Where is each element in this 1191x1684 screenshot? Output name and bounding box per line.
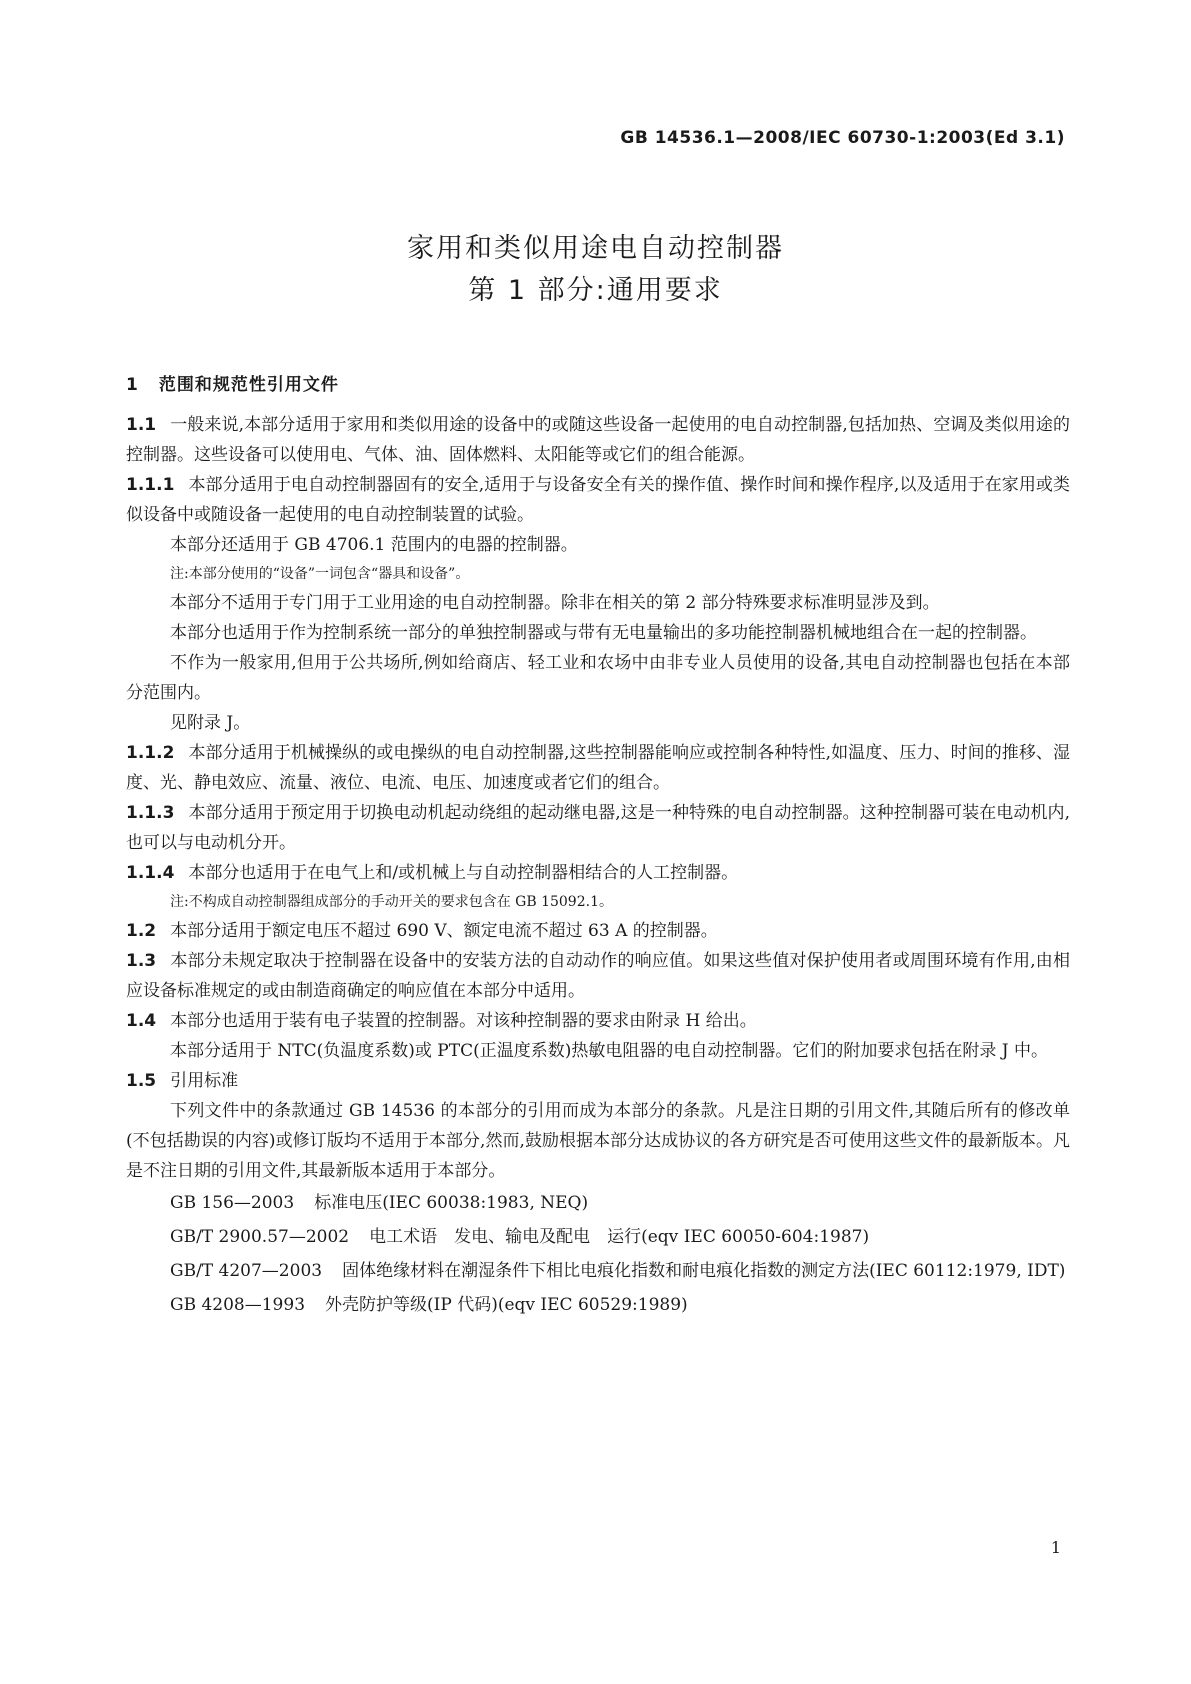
clause-number: 1.1.1	[126, 475, 175, 495]
title-line-1: 家用和类似用途电自动控制器	[407, 233, 784, 264]
clause-text: 一般来说,本部分适用于家用和类似用途的设备中的或随这些设备一起使用的电自动控制器,包括加热、空调及类似用途的控制器。这些设备可以使用电、气体、油、固体燃料、太阳能等或它们的组合能源。	[126, 415, 1070, 465]
clause-number: 1.1.4	[126, 863, 175, 883]
clause-number: 1.3	[126, 951, 157, 971]
reference-code: GB/T 4207—2003	[170, 1261, 323, 1281]
title-line-2: 第 1 部分:通用要求	[468, 275, 723, 306]
clause-1-1	[126, 410, 1070, 470]
standard-number-header: GB 14536.1—2008/IEC 60730-1:2003(Ed 3.1)	[620, 128, 1065, 148]
clause-number: 1.2	[126, 921, 157, 941]
clause-1-1-3	[126, 798, 1070, 858]
reference-item	[126, 1288, 1070, 1322]
reference-item	[126, 1220, 1070, 1254]
reference-item	[126, 1254, 1070, 1288]
reference-code: GB/T 2900.57—2002	[170, 1227, 350, 1247]
document-title	[0, 228, 1191, 312]
clause-text: 本部分适用于电自动控制器固有的安全,适用于与设备安全有关的操作值、操作时间和操作程序,以及适用于在家用或类似设备中或随设备一起使用的电自动控制装置的试验。	[126, 475, 1070, 525]
reference-code: GB 4208—1993	[170, 1295, 306, 1315]
reference-title: 电工术语 发电、输电及配电 运行(eqv IEC 60050-604:1987)	[369, 1227, 870, 1247]
clause-text: 本部分适用于预定用于切换电动机起动绕组的起动继电器,这是一种特殊的电自动控制器。这种控制器可装在电动机内,也可以与电动机分开。	[126, 803, 1070, 853]
clause-1-5	[126, 1066, 1070, 1096]
note-2: 注:不构成自动控制器组成部分的手动开关的要求包含在 GB 15092.1。	[170, 894, 613, 910]
page-number: 1	[1050, 1538, 1061, 1557]
clause-1-3	[126, 946, 1070, 1006]
clause-text: 本部分未规定取决于控制器在设备中的安装方法的自动动作的响应值。如果这些值对保护使用者或周围环境有作用,由相应设备标准规定的或由制造商确定的响应值在本部分中适用。	[126, 951, 1070, 1001]
clause-1-1-2	[126, 738, 1070, 798]
clause-number: 1.1.2	[126, 743, 175, 763]
paragraph-control-system: 本部分也适用于作为控制系统一部分的单独控制器或与带有无电量输出的多功能控制器机械地组合在一起的控制器。	[170, 623, 1037, 643]
paragraph-references-intro: 下列文件中的条款通过 GB 14536 的本部分的引用而成为本部分的条款。凡是注日期的引用文件,其随后所有的修改单(不包括勘误的内容)或修订版均不适用于本部分,然而,鼓励根据本部分达成协议的各方研究是否可使用这些文件的最新版本。凡是不注日期的引用文件,其最新版本适用于本部分。	[126, 1101, 1070, 1181]
section-heading	[126, 370, 339, 395]
section-title: 范围和规范性引用文件	[158, 375, 339, 395]
clause-number: 1.1	[126, 415, 157, 435]
paragraph-industrial: 本部分不适用于专门用于工业用途的电自动控制器。除非在相关的第 2 部分特殊要求标准明显涉及到。	[170, 593, 940, 613]
clause-number: 1.4	[126, 1011, 157, 1031]
paragraph-public-use: 不作为一般家用,但用于公共场所,例如给商店、轻工业和农场中由非专业人员使用的设备,其电自动控制器也包括在本部分范围内。	[126, 653, 1070, 703]
reference-code: GB 156—2003	[170, 1193, 295, 1213]
paragraph-annex-j: 见附录 J。	[170, 713, 251, 733]
clause-text: 本部分适用于机械操纵的或电操纵的电自动控制器,这些控制器能响应或控制各种特性,如温度、压力、时间的推移、湿度、光、静电效应、流量、液位、电流、电压、加速度或者它们的组合。	[126, 743, 1070, 793]
reference-title: 固体绝缘材料在潮湿条件下相比电痕化指数和耐电痕化指数的测定方法(IEC 60112:1979, IDT)	[342, 1261, 1066, 1281]
clause-text: 引用标准	[170, 1071, 239, 1091]
note-1: 注:本部分使用的“设备”一词包含“器具和设备”。	[170, 566, 470, 582]
clause-number: 1.1.3	[126, 803, 175, 823]
reference-title: 外壳防护等级(IP 代码)(eqv IEC 60529:1989)	[325, 1295, 688, 1315]
clause-number: 1.5	[126, 1071, 157, 1091]
clause-text: 本部分也适用于在电气上和/或机械上与自动控制器相结合的人工控制器。	[188, 863, 739, 883]
document-body	[126, 410, 1070, 1322]
clause-1-1-1	[126, 470, 1070, 530]
paragraph-gb4706: 本部分还适用于 GB 4706.1 范围内的电器的控制器。	[170, 535, 578, 555]
section-number: 1	[126, 375, 139, 395]
paragraph-ntc-ptc: 本部分适用于 NTC(负温度系数)或 PTC(正温度系数)热敏电阻器的电自动控制器。它们的附加要求包括在附录 J 中。	[170, 1041, 1048, 1061]
clause-text: 本部分适用于额定电压不超过 690 V、额定电流不超过 63 A 的控制器。	[170, 921, 718, 941]
reference-item	[126, 1186, 1070, 1220]
reference-title: 标准电压(IEC 60038:1983, NEQ)	[314, 1193, 589, 1213]
clause-1-4	[126, 1006, 1070, 1036]
clause-1-2	[126, 916, 1070, 946]
clause-text: 本部分也适用于装有电子装置的控制器。对该种控制器的要求由附录 H 给出。	[170, 1011, 757, 1031]
clause-1-1-4	[126, 858, 1070, 888]
